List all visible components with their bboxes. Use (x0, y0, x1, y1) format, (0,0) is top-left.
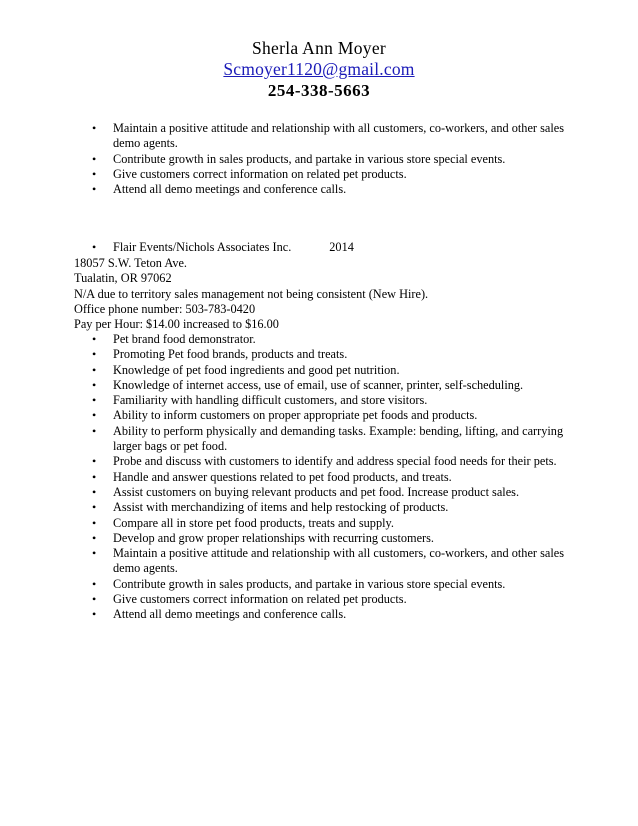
address-line-2: Tualatin, OR 97062 (74, 271, 172, 286)
summary-bullet-list (92, 121, 564, 197)
duty-item: • Maintain a positive attitude and relationship with all customers, co-workers, and other sales demo agents. (92, 546, 564, 576)
bullet-icon: • (92, 121, 97, 135)
bullet-icon: • (92, 408, 97, 423)
bullet-icon: • (92, 515, 97, 530)
duty-item: • Attend all demo meetings and conference calls. (92, 607, 347, 622)
applicant-name: Sherla Ann Moyer (251, 38, 387, 58)
duty-item: • Promoting Pet food brands, products and treats. (92, 347, 348, 362)
employer-details (74, 256, 574, 332)
duty-item: • Develop and grow proper relationships with recurring customers. (92, 530, 434, 545)
email-link[interactable]: Scmoyer1120@gmail.com (223, 59, 415, 79)
duty-item: • Knowledge of pet food ingredients and good pet nutrition. (92, 362, 400, 377)
bullet-icon: • (92, 166, 97, 181)
duty-item: • Contribute growth in sales products, and partake in various store special events. (92, 576, 506, 591)
employer-name: Flair Events/Nichols Associates Inc. (113, 240, 292, 254)
bullet-icon: • (92, 240, 97, 254)
office-phone: Office phone number: 503-783-0420 (74, 301, 256, 316)
address-line-1: 18057 S.W. Teton Ave. (74, 256, 188, 270)
duty-item: • Pet brand food demonstrator. (92, 332, 256, 346)
employment-year: 2014 (329, 240, 354, 254)
duty-item: • Give customers correct information on related pet products. (92, 592, 407, 607)
reason-for-leaving: N/A due to territory sales management not being consistent (New Hire). (74, 286, 429, 301)
duty-item: • Compare all in store pet food products, treats and supply. (92, 515, 394, 530)
bullet-item: • Give customers correct information on related pet products. (92, 166, 407, 181)
pay-rate: Pay per Hour: $14.00 increased to $16.00 (74, 317, 279, 332)
employer-bullet-list (92, 240, 564, 255)
bullet-icon: • (92, 530, 97, 545)
bullet-icon: • (92, 484, 97, 499)
duty-item: • Knowledge of internet access, use of email, use of scanner, printer, self-scheduling. (92, 377, 524, 392)
bullet-icon: • (92, 546, 97, 561)
bullet-icon: • (92, 592, 97, 607)
bullet-icon: • (92, 332, 97, 346)
employer-line (92, 240, 564, 255)
duty-item: • Assist with merchandizing of items and help restocking of products. (92, 500, 449, 515)
bullet-item: • Maintain a positive attitude and relationship with all customers, co-workers, and other sales demo agents. (92, 121, 564, 151)
bullet-icon: • (92, 607, 97, 622)
duties-bullet-list (92, 332, 564, 623)
bullet-icon: • (92, 454, 97, 469)
duty-item: • Ability to perform physically and demanding tasks. Example: bending, lifting, and carrying larger bags or pet food. (92, 423, 564, 454)
duty-item: • Handle and answer questions related to pet food products, and treats. (92, 469, 452, 484)
bullet-icon: • (92, 469, 97, 484)
bullet-icon: • (92, 393, 97, 408)
duty-item: • Probe and discuss with customers to identify and address special food needs for their pets. (92, 454, 557, 469)
duty-item: • Ability to inform customers on proper appropriate pet foods and products. (92, 408, 478, 423)
bullet-icon: • (92, 576, 97, 591)
bullet-item: • Contribute growth in sales products, and partake in various store special events. (92, 151, 506, 166)
bullet-icon: • (92, 362, 97, 377)
duty-item: • Familiarity with handling difficult customers, and store visitors. (92, 393, 428, 408)
resume-header (0, 38, 638, 101)
phone-number: 254-338-5663 (267, 81, 371, 100)
bullet-icon: • (92, 347, 97, 362)
bullet-icon: • (92, 500, 97, 515)
bullet-icon: • (92, 377, 97, 392)
duty-item: • Assist customers on buying relevant products and pet food. Increase product sales. (92, 484, 520, 499)
bullet-icon: • (92, 182, 97, 197)
bullet-icon: • (92, 151, 97, 166)
bullet-icon: • (92, 423, 97, 438)
bullet-item: • Attend all demo meetings and conference calls. (92, 182, 347, 197)
